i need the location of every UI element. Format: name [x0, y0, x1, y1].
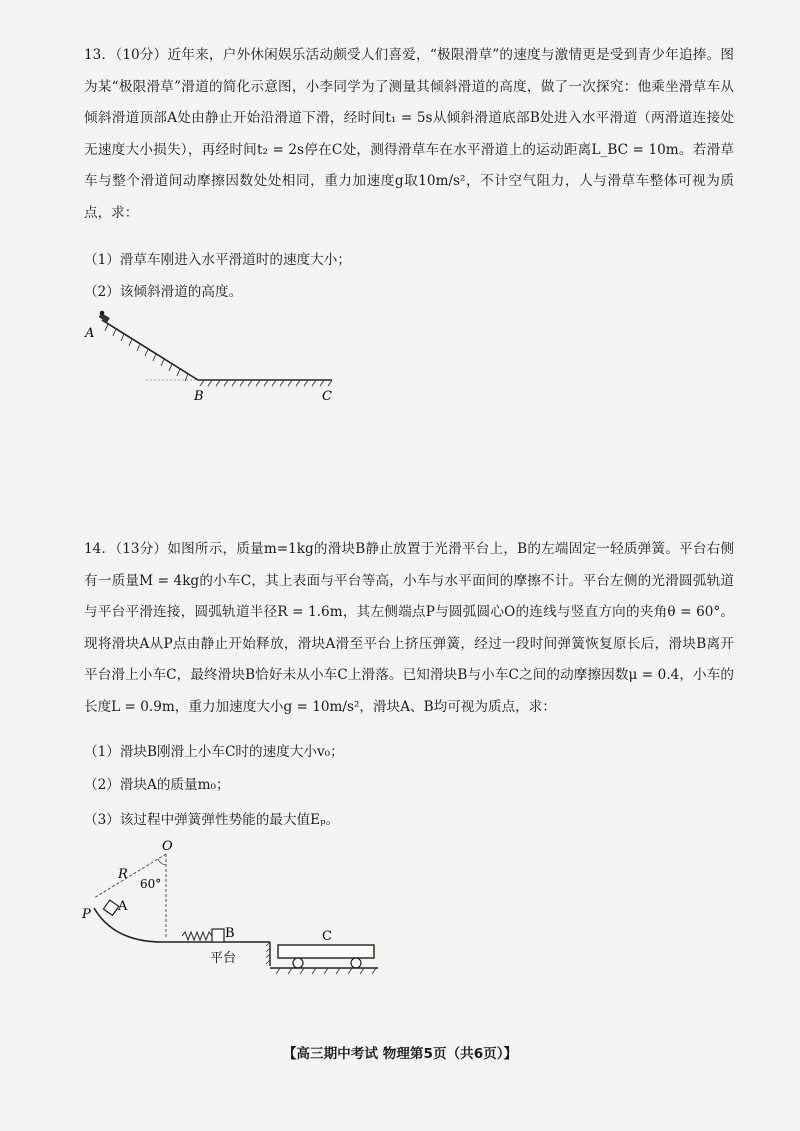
block-b: [212, 929, 224, 942]
q13-sub2: （2）该倾斜滑道的高度。: [84, 284, 243, 300]
q14-sub1: （1）滑块B刚滑上小车C时的速度大小v₀；: [84, 744, 344, 760]
q13-sub1: （1）滑草车刚进入水平滑道时的速度大小；: [84, 252, 351, 268]
label-r: R: [118, 867, 128, 882]
q14-stem-text: 如图所示，质量m=1kg的滑块B静止放置于光滑平台上，B的左端固定一轻质弹簧。平台右侧有一质量M = 4kg的小车C，其上表面与平台等高，小车与水平面间的摩擦不计。平台左侧的光滑圆弧轨道与平台平滑连接，圆弧轨道半径R = 1.6m，其左侧端点P与圆弧圆心O的连线与竖直方向的夹角θ = 60°。现将滑块A从P点由静止开始释放，滑块A滑至平台上挤压弹簧，经过一段时间弹簧恢复原长后，滑块B离开平台滑上小车C，最终滑块B恰好未从小车C上滑落。已知滑块B与小车C之间的动摩擦因数μ = 0.4，小车的长度L = 0.9m，重力加速度大小g = 10m/s²，滑块A、B均可视为质点，求：: [84, 541, 734, 715]
q14-number: 14．（13分）: [84, 541, 168, 557]
label-a: A: [85, 326, 95, 341]
label-c: C: [322, 929, 332, 944]
q14-stem: [84, 534, 734, 723]
cart-wheel-left: [293, 958, 303, 968]
slope-hatching: [105, 324, 188, 381]
label-p: P: [82, 907, 91, 922]
label-a: A: [118, 899, 128, 914]
label-angle: 60°: [140, 877, 162, 891]
q14-track-diagram: [78, 838, 398, 978]
label-b: B: [225, 926, 235, 941]
q14-sub2: （2）滑块A的质量m₀；: [84, 777, 230, 793]
label-o: O: [162, 839, 173, 854]
q13-stem: [84, 40, 734, 229]
q13-slope-diagram: [80, 308, 350, 408]
q14-sub3: （3）该过程中弹簧弹性势能的最大值Eₚ。: [84, 812, 340, 828]
cart-wheel-right: [351, 958, 361, 968]
block-a: [103, 900, 118, 915]
spring-icon: [182, 932, 212, 940]
page-footer: 【高三期中考试 物理第5页（共6页）】: [282, 1046, 518, 1062]
label-c: C: [322, 389, 332, 404]
track-hatching: [200, 380, 332, 386]
q13-number: 13．（10分）: [84, 47, 168, 63]
q13-stem-text: 近年来，户外休闲娱乐活动颇受人们喜爱，“极限滑草”的速度与激情更是受到青少年追捧。图为某“极限滑草”滑道的简化示意图，小李同学为了测量其倾斜滑道的高度，做了一次探究：他乘坐滑草车从倾斜滑道顶部A处由静止开始沿滑道下滑，经时间t₁ = 5s从倾斜滑道底部B处进入水平滑道（两滑道连接处无速度大小损失），再经时间t₂ = 2s停在C处，测得滑草车在水平滑道上的运动距离L_BC = 10m。若滑草车与整个滑道间动摩擦因数处处相同，重力加速度g取10m/s²，不计空气阻力，人与滑草车整体可视为质点，求：: [84, 47, 734, 221]
label-platform: 平台: [210, 951, 237, 966]
label-b: B: [194, 389, 204, 404]
cart-c: [278, 945, 374, 958]
